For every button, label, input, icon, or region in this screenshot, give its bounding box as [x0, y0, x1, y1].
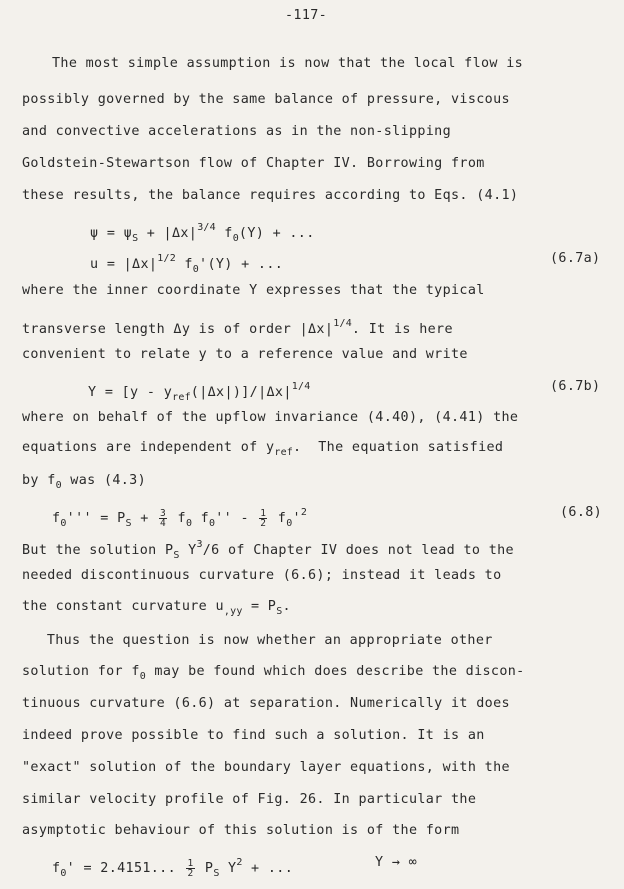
text-line: asymptotic behaviour of this solution is of the form: [22, 823, 460, 838]
text-line: convenient to relate y to a reference value and write: [22, 347, 468, 362]
equation-number: (6.7a): [550, 251, 601, 266]
equation-number: (6.7b): [550, 379, 601, 394]
fraction: $\frac{1}{2}$: [187, 857, 194, 879]
equation-asymptotic: $f_0' = 2.4151$... $\frac{1}{2}$ $P_S$ $Y^2$ + ...: [52, 857, 294, 879]
text-line: where the inner coordinate Y expresses that the typical: [22, 283, 485, 298]
text-line: and convective accelerations as in the non-slipping: [22, 124, 452, 139]
text-line: possibly governed by the same balance of pressure, viscous: [22, 92, 510, 107]
text-line: tinuous curvature (6.6) at separation. Numerically it does: [22, 696, 510, 711]
text-line: But the solution $P_S$ $Y^3/6$ of Chapter IV does not lead to the: [22, 539, 514, 561]
text-line: Goldstein-Stewartson flow of Chapter IV. Borrowing from: [22, 156, 485, 171]
equation-psi: $\psi = \psi_S + |\Delta x|^{3/4}$ $f_0(Y)$ + ...: [90, 222, 315, 244]
text-line: similar velocity profile of Fig. 26. In particular the: [22, 792, 477, 807]
equation-number: (6.8): [560, 505, 603, 520]
page-number: -117-: [285, 8, 328, 23]
fraction: $\frac{1}{2}$: [260, 507, 267, 529]
text-line: the constant curvature $u_{,yy} = P_S$.: [22, 599, 291, 617]
text-line: where on behalf of the upflow invariance (4.40), (4.41) the: [22, 410, 519, 425]
text-line: solution for $f_0$ may be found which does describe the discon-: [22, 664, 525, 682]
text-line: "exact" solution of the boundary layer equations, with the: [22, 760, 510, 775]
equation-u: $u = |\Delta x|^{1/2}$ $f_0'(Y)$ + ...: [90, 253, 284, 275]
text-line: indeed prove possible to find such a solution. It is an: [22, 728, 485, 743]
text-line: by $f_0$ was (4.3): [22, 473, 147, 491]
text-line: The most simple assumption is now that the local flow is: [52, 56, 524, 71]
equation-Y: $Y = [y - y_{ref}(|\Delta x|)]/|\Delta x|^{1/4}$: [88, 381, 311, 403]
text-line: these results, the balance requires according to Eqs. (4.1): [22, 188, 519, 203]
limit-label: Y → ∞: [375, 855, 418, 870]
text-line: transverse length Δy is of order $|\Delta x|^{1/4}$. It is here: [22, 318, 453, 337]
text-line: equations are independent of $y_{ref}$. The equation satisfied: [22, 440, 504, 458]
fraction: $\frac{3}{4}$: [160, 507, 167, 529]
text-line: needed discontinuous curvature (6.6); instead it leads to: [22, 568, 502, 583]
text-line: Thus the question is now whether an appropriate other: [30, 633, 493, 648]
equation-f0: $f_0''' = P_S$ + $\frac{3}{4}$ $f_0$ $f_0''$ - $\frac{1}{2}$ $f_0'^2$: [52, 507, 308, 529]
